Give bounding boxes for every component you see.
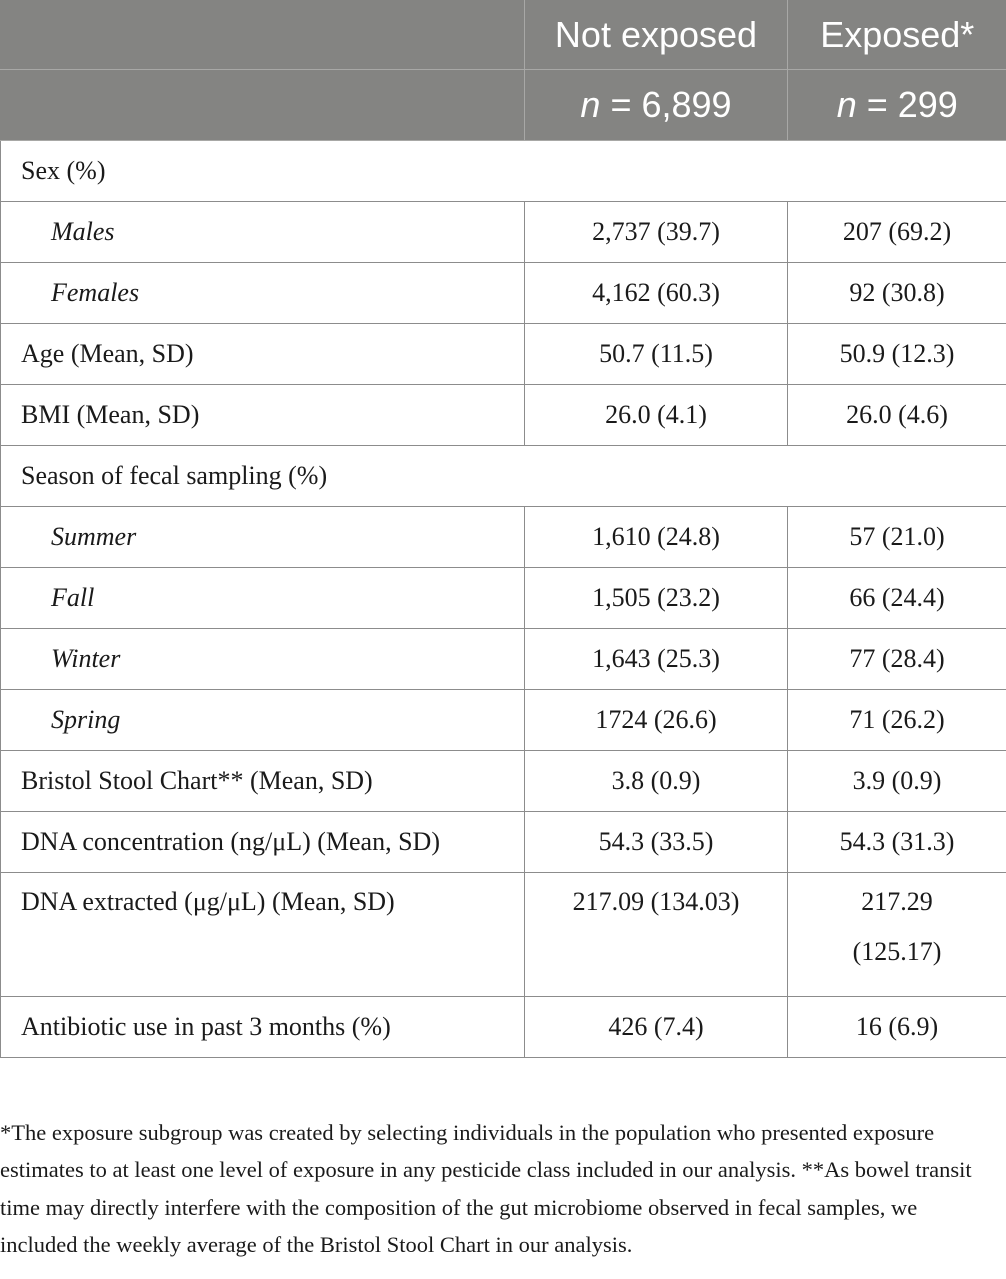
exposed-value: 92 (30.8) <box>788 263 1006 324</box>
header-exposed: Exposed* <box>788 0 1006 70</box>
not-exposed-value <box>525 873 788 997</box>
value-line: (125.17) <box>852 937 942 966</box>
n-symbol: n <box>580 84 601 125</box>
header-empty-cell <box>1 70 525 141</box>
header-empty-cell <box>1 0 525 70</box>
header-row-labels <box>1 0 1006 70</box>
row-label: Bristol Stool Chart** (Mean, SD) <box>1 751 525 812</box>
table-row <box>1 751 1006 812</box>
table-row <box>1 446 1006 507</box>
table-row <box>1 141 1006 202</box>
not-exposed-value: 54.3 (33.5) <box>525 812 788 873</box>
n-value: = 299 <box>856 84 958 125</box>
row-label: BMI (Mean, SD) <box>1 385 525 446</box>
not-exposed-value: 3.8 (0.9) <box>525 751 788 812</box>
exposed-value: 54.3 (31.3) <box>788 812 1006 873</box>
not-exposed-value: 1,643 (25.3) <box>525 629 788 690</box>
table-row <box>1 202 1006 263</box>
value-line: 217.29 <box>861 887 933 916</box>
exposed-value: 50.9 (12.3) <box>788 324 1006 385</box>
table-row <box>1 690 1006 751</box>
n-symbol: n <box>836 84 857 125</box>
header-not-exposed-n <box>525 70 788 141</box>
not-exposed-value: 4,162 (60.3) <box>525 263 788 324</box>
not-exposed-value: 426 (7.4) <box>525 997 788 1058</box>
header-not-exposed: Not exposed <box>525 0 788 70</box>
row-label: Winter <box>1 629 525 690</box>
row-label: DNA concentration (ng/μL) (Mean, SD) <box>1 812 525 873</box>
exposed-value: 16 (6.9) <box>788 997 1006 1058</box>
table-row <box>1 873 1006 997</box>
row-label: Sex (%) <box>1 141 1006 202</box>
not-exposed-value: 1724 (26.6) <box>525 690 788 751</box>
row-label: Males <box>1 202 525 263</box>
exposed-value <box>788 873 1006 997</box>
table-row <box>1 997 1006 1058</box>
row-label: Season of fecal sampling (%) <box>1 446 1006 507</box>
not-exposed-value: 26.0 (4.1) <box>525 385 788 446</box>
header-exposed-n <box>788 70 1006 141</box>
row-label: Females <box>1 263 525 324</box>
table-row <box>1 507 1006 568</box>
table-row <box>1 812 1006 873</box>
exposed-value: 3.9 (0.9) <box>788 751 1006 812</box>
exposed-value: 207 (69.2) <box>788 202 1006 263</box>
value-line: 217.09 (134.03) <box>572 887 740 916</box>
not-exposed-value: 2,737 (39.7) <box>525 202 788 263</box>
exposed-value: 66 (24.4) <box>788 568 1006 629</box>
n-value: = 6,899 <box>600 84 732 125</box>
table-row <box>1 324 1006 385</box>
row-label: Antibiotic use in past 3 months (%) <box>1 997 525 1058</box>
not-exposed-value: 1,610 (24.8) <box>525 507 788 568</box>
table-row <box>1 263 1006 324</box>
not-exposed-value: 50.7 (11.5) <box>525 324 788 385</box>
row-label: Spring <box>1 690 525 751</box>
header-row-counts <box>1 70 1006 141</box>
table-footnote: *The exposure subgroup was created by selecting individuals in the population who presented exposure estimates to at least one level of exposure in any pesticide class included in our analysis. **As bowel transit time may directly interfere with the composition of the gut microbiome observed in fecal samples, we included the weekly average of the Bristol Stool Chart in our analysis. <box>0 1119 972 1257</box>
table-row <box>1 568 1006 629</box>
row-label: Age (Mean, SD) <box>1 324 525 385</box>
row-label: Fall <box>1 568 525 629</box>
row-label: Summer <box>1 507 525 568</box>
exposed-value: 71 (26.2) <box>788 690 1006 751</box>
table-row <box>1 629 1006 690</box>
not-exposed-value: 1,505 (23.2) <box>525 568 788 629</box>
table-row <box>1 385 1006 446</box>
exposed-value: 77 (28.4) <box>788 629 1006 690</box>
exposed-value: 26.0 (4.6) <box>788 385 1006 446</box>
row-label: DNA extracted (μg/μL) (Mean, SD) <box>1 873 525 997</box>
exposed-value: 57 (21.0) <box>788 507 1006 568</box>
